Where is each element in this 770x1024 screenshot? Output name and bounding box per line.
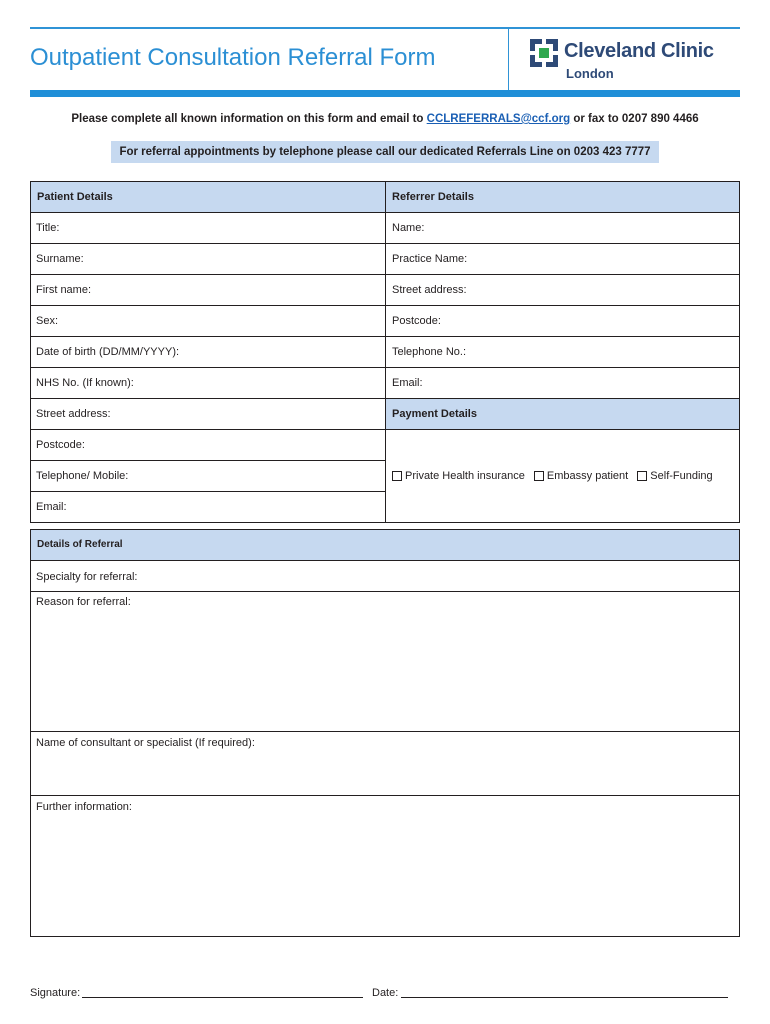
referrer-field-postcode[interactable]: Postcode: — [392, 315, 441, 327]
referral-field-consultant[interactable]: Name of consultant or specialist (If required): — [36, 737, 255, 749]
cleveland-clinic-logo — [530, 38, 730, 84]
checkbox[interactable] — [392, 471, 402, 481]
checkbox[interactable] — [534, 471, 544, 481]
payment-option-embassy[interactable] — [534, 470, 628, 482]
payment-option-label: Embassy patient — [546, 470, 629, 482]
payment-option-label: Private Health insurance — [405, 470, 525, 482]
referrer-details-heading: Referrer Details — [386, 182, 739, 212]
referral-details-heading: Details of Referral — [31, 530, 739, 560]
referrer-field-name[interactable]: Name: — [392, 222, 425, 234]
patient-field-title[interactable]: Title: — [36, 222, 60, 234]
instructions-prefix: Please complete all known information on this form and email to — [71, 113, 427, 125]
patient-field-telephone[interactable]: Telephone/ Mobile: — [36, 470, 129, 482]
date-line[interactable] — [401, 997, 728, 998]
phone-banner: For referral appointments by telephone please call our dedicated Referrals Line on 0203 423 7777 — [111, 141, 659, 163]
signature-line[interactable] — [82, 997, 363, 998]
patient-field-street-address[interactable]: Street address: — [36, 408, 111, 420]
patient-details-heading: Patient Details — [31, 182, 385, 212]
referrer-field-practice-name[interactable]: Practice Name: — [392, 253, 468, 265]
header-top-rule — [30, 27, 740, 29]
form-title: Outpatient Consultation Referral Form — [30, 44, 436, 71]
referrer-field-email[interactable]: Email: — [392, 377, 423, 389]
header-bottom-rule — [30, 90, 740, 97]
referral-field-reason[interactable]: Reason for referral: — [36, 596, 131, 608]
payment-options — [386, 466, 740, 486]
checkbox[interactable] — [637, 471, 647, 481]
date-label: Date: — [372, 987, 399, 999]
payment-option-label: Self-Funding — [650, 470, 713, 482]
referral-field-specialty[interactable]: Specialty for referral: — [36, 571, 138, 583]
signature-label: Signature: — [30, 987, 81, 999]
instructions-text — [0, 113, 770, 125]
referrer-field-street-address[interactable]: Street address: — [392, 284, 467, 296]
referral-email-link[interactable]: CCLREFERRALS@ccf.org — [426, 113, 571, 125]
patient-field-surname[interactable]: Surname: — [36, 253, 84, 265]
payment-option-private-insurance[interactable] — [392, 470, 525, 482]
patient-field-dob[interactable]: Date of birth (DD/MM/YYYY): — [36, 346, 180, 358]
payment-details-heading: Payment Details — [386, 399, 739, 429]
patient-field-email[interactable]: Email: — [36, 501, 67, 513]
patient-field-first-name[interactable]: First name: — [36, 284, 92, 296]
referrer-field-telephone[interactable]: Telephone No.: — [392, 346, 466, 358]
payment-option-self-funding[interactable] — [637, 470, 712, 482]
logo-sub: London — [566, 66, 614, 81]
logo-name: Cleveland Clinic — [564, 40, 714, 62]
patient-field-sex[interactable]: Sex: — [36, 315, 59, 327]
patient-field-nhs-no[interactable]: NHS No. (If known): — [36, 377, 134, 389]
instructions-suffix: or fax to 0207 890 4466 — [570, 113, 699, 125]
referral-field-further-info[interactable]: Further information: — [36, 801, 132, 813]
row-divider — [385, 429, 740, 430]
header-divider — [508, 29, 509, 90]
patient-field-postcode[interactable]: Postcode: — [36, 439, 85, 451]
cleveland-clinic-mark-icon — [530, 39, 558, 67]
